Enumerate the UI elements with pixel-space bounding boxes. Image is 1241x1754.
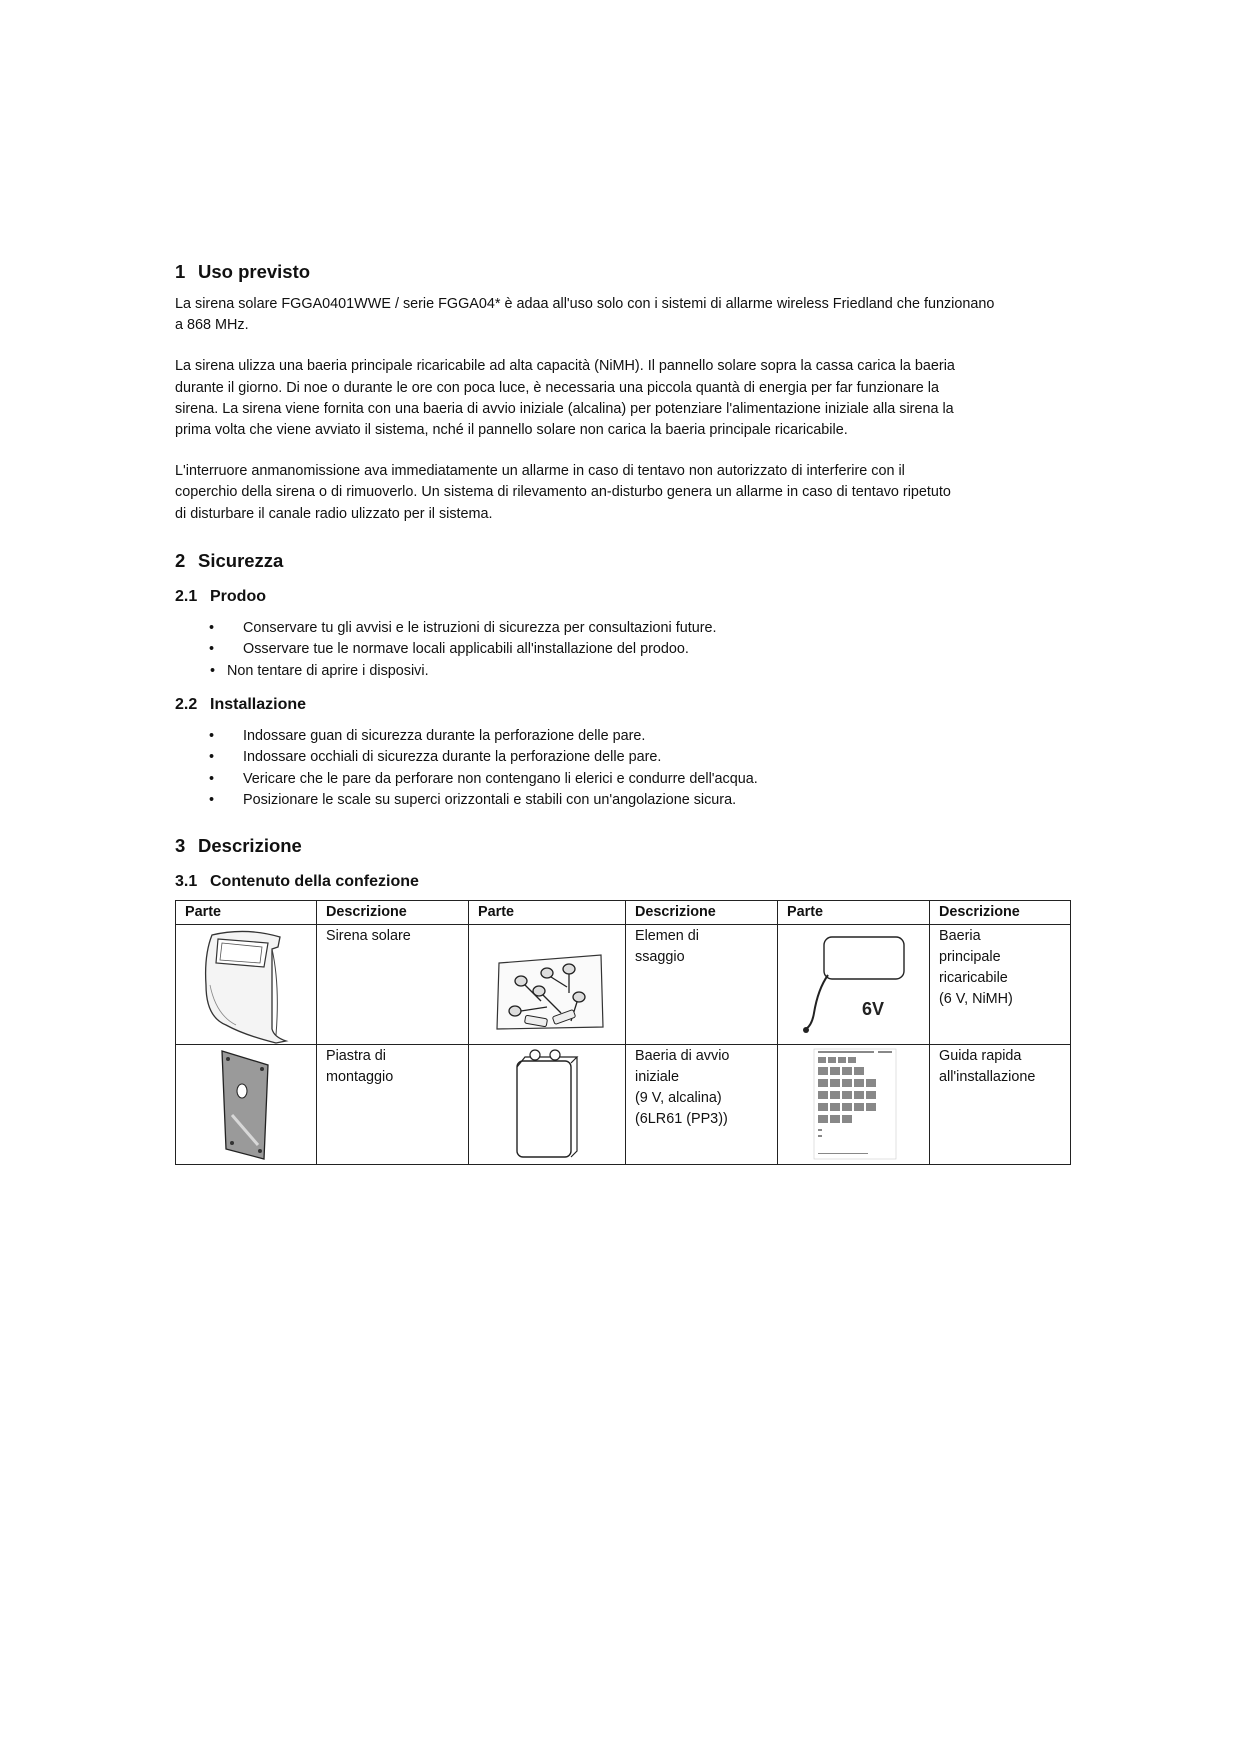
bullet-icon: • — [209, 727, 215, 744]
bullet-icon: • — [209, 770, 215, 787]
mounting-plate-illustration — [176, 1045, 317, 1165]
part-description — [317, 924, 469, 1044]
column-header: Descrizione — [930, 900, 1071, 924]
part-image-cell — [176, 1044, 317, 1164]
description-text: ricaricabile — [939, 969, 1008, 986]
intended-use-paragraph-3 — [175, 461, 1075, 525]
part-image-cell — [778, 924, 930, 1044]
list-item — [175, 661, 1075, 683]
subsection-number: 2.2 — [175, 695, 198, 713]
part-image-cell — [469, 1044, 626, 1164]
description-text: (6LR61 (PP3)) — [635, 1110, 728, 1127]
column-header: Descrizione — [626, 900, 778, 924]
description-text: Elemen di — [635, 927, 699, 944]
part-description — [930, 1044, 1071, 1164]
list-item — [175, 618, 1075, 640]
description-text: Baeria — [939, 927, 981, 944]
description-text: montaggio — [326, 1068, 394, 1085]
section-2-1-heading — [175, 585, 1075, 609]
description-text: all'installazione — [939, 1068, 1036, 1085]
intended-use-paragraph-2 — [175, 356, 1075, 441]
intended-use-paragraph-1 — [175, 294, 1075, 336]
list-item — [175, 747, 1075, 769]
section-3-heading — [175, 832, 1075, 860]
table-row — [176, 924, 1071, 1044]
battery-voltage-label: 6V — [862, 998, 885, 1019]
section-3-1-heading — [175, 870, 1075, 894]
section-1-heading — [175, 258, 1075, 286]
text-line: sirena. La sirena viene fornita con una baeria di avvio iniziale (alcalina) per potenziare l'alimentazione iniziale alla sirena la — [175, 400, 954, 417]
part-image-cell — [778, 1044, 930, 1164]
description-text: Sirena solare — [326, 927, 411, 944]
bullet-icon: • — [209, 641, 215, 658]
bullet-icon: • — [210, 663, 216, 680]
subsection-title: Installazione — [210, 695, 307, 713]
subsection-title: Contenuto della confezione — [210, 872, 419, 890]
solar-siren-illustration — [176, 925, 317, 1045]
part-description — [930, 924, 1071, 1044]
section-title: Descrizione — [198, 834, 302, 856]
text-line: durante il giorno. Di noe o durante le ore con poca luce, è necessaria una piccola quantà di energia per far funzionare la — [175, 379, 939, 396]
table-header-row — [176, 900, 1071, 924]
installation-safety-list — [175, 726, 1075, 812]
package-contents-table — [175, 900, 1071, 1165]
list-item-text: Posizionare le scale su superci orizzontali e stabili con un'angolazione sicura. — [243, 792, 737, 809]
list-item-text: Vericare che le pare da perforare non contengano li elerici e condurre dell'acqua. — [243, 770, 758, 787]
description-text: (6 V, NiMH) — [939, 990, 1013, 1007]
column-header: Parte — [176, 900, 317, 924]
list-item — [175, 726, 1075, 748]
subsection-number: 2.1 — [175, 587, 198, 605]
text-line: La sirena ulizza una baeria principale ricaricabile ad alta capacità (NiMH). Il pannello solare sopra la cassa carica la baeria — [175, 358, 955, 375]
product-safety-list — [175, 618, 1075, 683]
description-text: Piastra di — [326, 1047, 386, 1064]
description-text: ssaggio — [635, 948, 685, 965]
text-line: di disturbare il canale radio ulizzato per il sistema. — [175, 505, 493, 522]
part-description — [317, 1044, 469, 1164]
bullet-icon: • — [209, 792, 215, 809]
bullet-icon: • — [209, 619, 215, 636]
subsection-title: Prodoo — [210, 587, 266, 605]
column-header: Descrizione — [317, 900, 469, 924]
list-item — [175, 790, 1075, 812]
list-item-text: Indossare occhiali di sicurezza durante la perforazione delle pare. — [243, 749, 662, 766]
section-2-2-heading — [175, 693, 1075, 717]
screws-plugs-illustration — [469, 925, 626, 1045]
section-title: Uso previsto — [198, 261, 311, 282]
description-text: Guida rapida — [939, 1047, 1022, 1064]
text-line: prima volta che viene avviato il sistema, nché il pannello solare non carica la baeria principale ricaricabile. — [175, 422, 848, 439]
part-image-cell — [469, 924, 626, 1044]
bullet-icon: • — [209, 749, 215, 766]
text-line: a 868 MHz. — [175, 317, 249, 334]
list-item — [175, 769, 1075, 791]
description-text: iniziale — [635, 1068, 679, 1085]
description-text: Baeria di avvio — [635, 1047, 730, 1064]
list-item-text: Non tentare di aprire i disposivi. — [227, 663, 429, 680]
9v-battery-illustration — [469, 1045, 626, 1165]
subsection-number: 3.1 — [175, 872, 198, 890]
section-title: Sicurezza — [198, 549, 284, 571]
column-header: Parte — [469, 900, 626, 924]
list-item-text: Osservare tue le normave locali applicabili all'installazione del prodoo. — [243, 641, 689, 658]
text-line: coperchio della sirena o di rimuoverlo. Un sistema di rilevamento an-disturbo genera un allarme in caso di tentavo ripetuto — [175, 484, 951, 501]
rechargeable-battery-illustration — [778, 925, 930, 1045]
section-number: 3 — [175, 834, 186, 856]
part-description — [626, 1044, 778, 1164]
part-image-cell — [176, 924, 317, 1044]
list-item-text: Indossare guan di sicurezza durante la perforazione delle pare. — [243, 727, 646, 744]
quick-guide-illustration — [778, 1045, 930, 1165]
description-text: principale — [939, 948, 1001, 965]
section-2-heading — [175, 547, 1075, 575]
text-line: La sirena solare FGGA0401WWE / serie FGGA04* è adaa all'uso solo con i sistemi di allarme wireless Friedland che funzionano — [175, 296, 995, 312]
description-text: (9 V, alcalina) — [635, 1089, 722, 1106]
table-row — [176, 1044, 1071, 1164]
part-description — [626, 924, 778, 1044]
list-item-text: Conservare tu gli avvisi e le istruzioni di sicurezza per consultazioni future. — [243, 619, 717, 636]
section-number: 2 — [175, 549, 186, 571]
list-item — [175, 639, 1075, 661]
section-number: 1 — [175, 261, 186, 282]
column-header: Parte — [778, 900, 930, 924]
text-line: L'interruore anmanomissione ava immediatamente un allarme in caso di tentavo non autorizzato di interferire con il — [175, 463, 905, 480]
document-content — [175, 258, 1075, 1165]
